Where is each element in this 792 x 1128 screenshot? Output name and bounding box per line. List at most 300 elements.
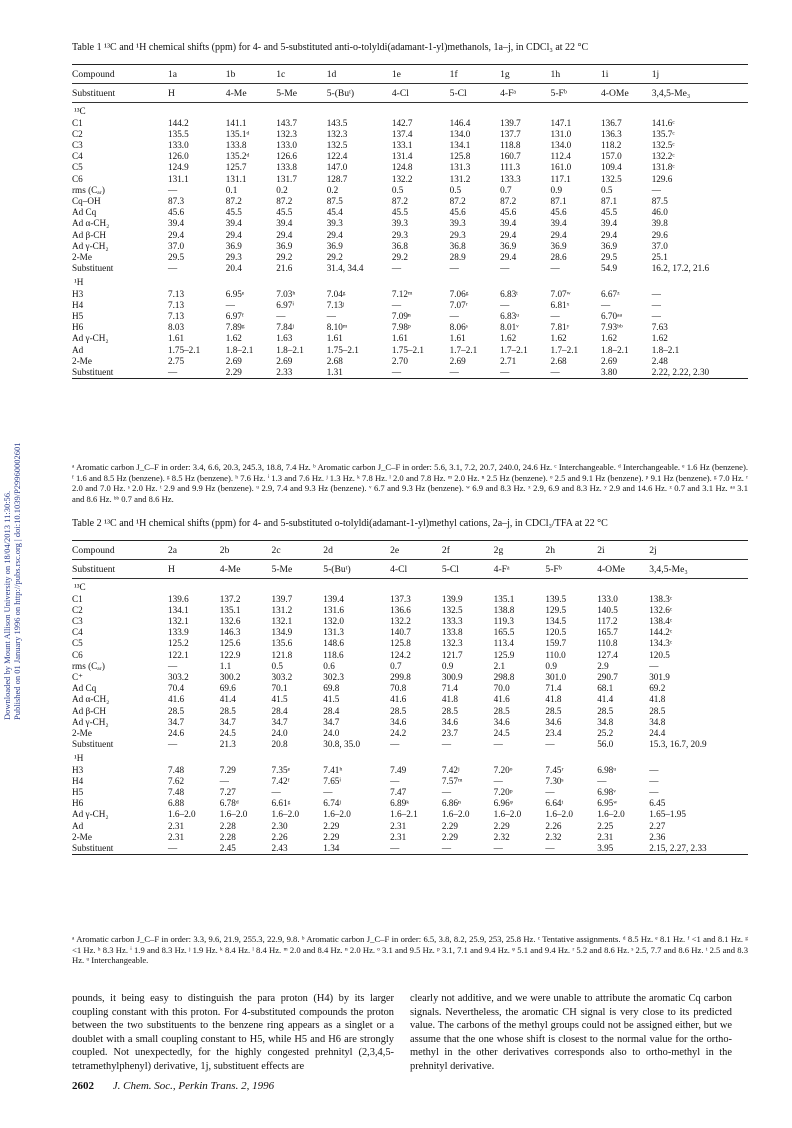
table-cell: 142.7 bbox=[391, 117, 413, 128]
table-cell: 37.0 bbox=[168, 240, 185, 251]
table-cell: 125.2 bbox=[168, 638, 189, 649]
table-cell: 136.3 bbox=[601, 128, 622, 139]
table-cell: 129.5 bbox=[545, 604, 567, 615]
table-cell: 1.62 bbox=[500, 333, 517, 344]
table-cell: 0.5 bbox=[601, 184, 613, 195]
table-cell: 125.7 bbox=[225, 162, 247, 173]
proton-section-label bbox=[72, 274, 748, 288]
row-label: Compound bbox=[72, 541, 166, 560]
table-cell: 41.6 bbox=[390, 694, 407, 705]
table-cell: 120.5 bbox=[545, 627, 567, 638]
table-cell: — bbox=[649, 660, 659, 671]
table-cell: 134.0 bbox=[449, 128, 471, 139]
row-label: rms (Cₐᵣ) bbox=[72, 184, 105, 195]
table-cell: 137.3 bbox=[390, 593, 411, 604]
substituent-row bbox=[72, 560, 748, 579]
table-cell: 110.8 bbox=[597, 638, 618, 649]
row-label: H5 bbox=[72, 311, 84, 322]
table-row bbox=[72, 638, 748, 649]
table-cell: 2.1 bbox=[493, 660, 506, 671]
row-label: Substituent bbox=[72, 843, 166, 855]
table-cell: 1j bbox=[650, 65, 748, 84]
table1 bbox=[72, 64, 748, 379]
table-cell: 133.8 bbox=[276, 162, 297, 173]
table-cell: 0.5 bbox=[391, 184, 404, 195]
table-cell: — bbox=[550, 263, 560, 274]
table-cell: — bbox=[449, 311, 459, 322]
table-cell: 1.62 bbox=[225, 333, 242, 344]
table-cell: 136.6 bbox=[390, 604, 411, 615]
table-cell: 4-Cl bbox=[388, 560, 440, 579]
table-cell: 39.4 bbox=[550, 218, 567, 229]
section-label: ¹³C bbox=[74, 106, 86, 117]
table-row bbox=[72, 627, 748, 638]
table-cell: 34.7 bbox=[323, 716, 340, 727]
table-cell: — bbox=[390, 367, 448, 379]
table-cell: 45.4 bbox=[326, 207, 343, 218]
table-cell: 4-Fᵃ bbox=[492, 560, 544, 579]
table-cell: 2.22, 2.22, 2.30 bbox=[650, 367, 748, 379]
table-cell: — bbox=[390, 775, 400, 786]
table-cell: 7.42ʲ bbox=[441, 764, 460, 775]
table-cell: 56.0 bbox=[597, 739, 614, 750]
table-cell: 2.31 bbox=[390, 831, 407, 842]
table-cell: 140.7 bbox=[390, 627, 411, 638]
table-cell: 45.5 bbox=[276, 207, 293, 218]
table-cell: 24.5 bbox=[493, 728, 510, 739]
table-cell: 41.8 bbox=[545, 694, 562, 705]
table-cell: 7.98ᵖ bbox=[391, 322, 411, 333]
table-cell: 135.5 bbox=[168, 128, 189, 139]
body-right-column: clearly not additive, and we were unable to attribute the aromatic Cq carbon signals. Nevertheless, the aromatic CH signal is very close to its predicted value. The carbons of the methyl groups could not be assigned either, but we assume that the one whose shift is closest to the normal value for the ortho-methyl in the other derivatives corresponds also to ortho-methyl in the prehnityl derivative. bbox=[410, 993, 732, 1072]
table-cell: 2.9 bbox=[597, 660, 609, 671]
table-row bbox=[72, 196, 748, 207]
table-cell: — bbox=[440, 843, 492, 855]
table-cell: 29.4 bbox=[326, 229, 343, 240]
table-cell: 2.15, 2.27, 2.33 bbox=[647, 843, 748, 855]
row-label: Substituent bbox=[72, 84, 166, 103]
table-cell: 133.1 bbox=[391, 140, 413, 151]
table-row bbox=[72, 289, 748, 300]
table-cell: 1.75–2.1 bbox=[391, 344, 424, 355]
table-cell: 2.43 bbox=[270, 843, 322, 855]
table-cell: 5-Cl bbox=[440, 560, 492, 579]
table-cell: 41.5 bbox=[323, 694, 340, 705]
table-cell: 2.26 bbox=[271, 831, 288, 842]
table-cell: 2a bbox=[166, 541, 218, 560]
table-cell: — bbox=[550, 311, 560, 322]
table-row bbox=[72, 787, 748, 798]
table-cell: 112.4 bbox=[550, 151, 571, 162]
table-cell: 7.20ᵒ bbox=[493, 764, 513, 775]
table-cell: 0.6 bbox=[323, 660, 335, 671]
table-cell: 1.8–2.1 bbox=[601, 344, 629, 355]
table-cell: 135.1 bbox=[219, 604, 241, 615]
table-cell: 140.5 bbox=[597, 604, 618, 615]
table-cell: 135.2ᵈ bbox=[225, 151, 250, 162]
table-cell: 160.7 bbox=[500, 151, 521, 162]
table-cell: 7.30ˢ bbox=[545, 775, 564, 786]
table-cell: 21.6 bbox=[276, 263, 293, 274]
table-cell: — bbox=[649, 764, 659, 775]
row-label: C1 bbox=[72, 117, 83, 128]
table-cell: 0.5 bbox=[271, 660, 284, 671]
table-cell: 139.7 bbox=[271, 593, 293, 604]
table-cell: 7.62 bbox=[168, 775, 185, 786]
table-cell: 132.6 bbox=[219, 616, 241, 627]
table-cell: 28.9 bbox=[449, 252, 466, 263]
table-cell: 159.7 bbox=[545, 638, 567, 649]
table-cell: 1.8–2.1 bbox=[651, 344, 680, 355]
table-cell: 34.7 bbox=[168, 716, 185, 727]
table-cell: 143.5 bbox=[326, 117, 348, 128]
table-cell: 36.9 bbox=[550, 240, 567, 251]
table-cell: 134.1 bbox=[449, 140, 471, 151]
table-cell: 147.0 bbox=[326, 162, 348, 173]
table-cell: 134.3ᶜ bbox=[649, 638, 673, 649]
table-cell: 7.47 bbox=[390, 787, 407, 798]
table-cell: 134.5 bbox=[545, 616, 567, 627]
table-cell: 1.8–2.1 bbox=[225, 344, 254, 355]
table-row bbox=[72, 118, 748, 129]
table-cell: — bbox=[168, 739, 178, 750]
table-cell: 1.6–2.0 bbox=[323, 809, 351, 820]
table-cell: 1.6–2.0 bbox=[168, 809, 196, 820]
table-cell: 131.0 bbox=[550, 128, 572, 139]
table-cell: 129.6 bbox=[651, 173, 673, 184]
table-cell: 118.2 bbox=[601, 140, 622, 151]
table-cell: 0.9 bbox=[545, 660, 557, 671]
table-cell: — bbox=[390, 739, 400, 750]
carbon-section-label bbox=[72, 103, 748, 118]
table-cell: 2f bbox=[440, 541, 492, 560]
table-row bbox=[72, 843, 748, 855]
table-cell: 111.3 bbox=[500, 162, 521, 173]
table-cell: 29.3 bbox=[449, 229, 466, 240]
row-label: Compound bbox=[72, 65, 166, 84]
table-cell: 41.5 bbox=[271, 694, 288, 705]
table-cell: 36.9 bbox=[276, 240, 293, 251]
table-cell: 132.5ᶜ bbox=[651, 140, 675, 151]
table-row bbox=[72, 821, 748, 832]
row-label: 2-Me bbox=[72, 831, 92, 842]
table-cell: 6.61ᵍ bbox=[271, 798, 291, 809]
table-cell: 1.31 bbox=[325, 367, 390, 379]
table-cell: 2h bbox=[543, 541, 595, 560]
table-cell: 113.4 bbox=[493, 638, 514, 649]
table-cell: 28.5 bbox=[493, 705, 510, 716]
table-cell: — bbox=[500, 299, 510, 310]
table-cell: 6.64ᵗ bbox=[545, 798, 564, 809]
table-cell: 39.3 bbox=[449, 218, 466, 229]
row-label: C1 bbox=[72, 593, 83, 604]
table-cell: 117.1 bbox=[550, 173, 571, 184]
table-cell: 34.6 bbox=[441, 716, 458, 727]
section-label: ¹H bbox=[74, 277, 84, 288]
table-cell: 7.35ᵉ bbox=[271, 764, 290, 775]
table-cell: 122.4 bbox=[326, 151, 348, 162]
page-number: 2602 bbox=[72, 1080, 94, 1092]
table-cell: — bbox=[166, 367, 224, 379]
table-cell: 1.62 bbox=[601, 333, 618, 344]
table-cell: 6.86ⁿ bbox=[441, 798, 461, 809]
table-cell: 6.45 bbox=[649, 798, 666, 809]
row-label: Substituent bbox=[72, 560, 166, 579]
table-cell: 7.09ⁿ bbox=[391, 311, 411, 322]
table-cell: 41.6 bbox=[168, 694, 185, 705]
table-cell: 7.42ᶠ bbox=[271, 775, 290, 786]
table-cell: 1a bbox=[166, 65, 224, 84]
table-cell: 7.13 bbox=[168, 288, 185, 299]
table-cell: 1.6–2.0 bbox=[545, 809, 573, 820]
table-cell: 87.1 bbox=[550, 196, 567, 207]
table-cell: 34.6 bbox=[390, 716, 407, 727]
table-cell: 20.4 bbox=[225, 263, 242, 274]
table-cell: 4-Me bbox=[224, 84, 274, 103]
table-cell: — bbox=[492, 843, 544, 855]
table-cell: 138.4ᶜ bbox=[649, 616, 673, 627]
table-cell: 4-Cl bbox=[390, 84, 448, 103]
row-label: H3 bbox=[72, 288, 84, 299]
table-cell: — bbox=[651, 299, 661, 310]
table-cell: 87.5 bbox=[651, 196, 668, 207]
table-cell: 124.9 bbox=[168, 162, 189, 173]
table-cell: 0.9 bbox=[441, 660, 454, 671]
carbon-section-label bbox=[72, 579, 748, 594]
table-cell: H bbox=[166, 84, 224, 103]
table-cell: 132.5 bbox=[441, 604, 463, 615]
table-cell: — bbox=[549, 367, 599, 379]
table-cell: 132.0 bbox=[323, 616, 344, 627]
table-cell: 45.5 bbox=[225, 207, 242, 218]
table-cell: 7.06ᵍ bbox=[449, 288, 469, 299]
table-cell: 6.89ᵏ bbox=[390, 798, 410, 809]
table-cell: 2.29 bbox=[224, 367, 274, 379]
table-cell: 2.30 bbox=[271, 820, 288, 831]
table-cell: 7.48 bbox=[168, 764, 185, 775]
table-cell: 139.6 bbox=[168, 593, 189, 604]
table-cell: 7.13 bbox=[168, 311, 185, 322]
table-row bbox=[72, 706, 748, 717]
table-cell: 2.36 bbox=[649, 831, 666, 842]
table-cell: 8.06ˢ bbox=[449, 322, 468, 333]
table-cell: 137.2 bbox=[219, 593, 241, 604]
table-cell: 1.75–2.1 bbox=[326, 344, 359, 355]
table-cell: 7.07ʷ bbox=[550, 288, 571, 299]
row-label: Ad Cq bbox=[72, 683, 97, 694]
table-cell: 4-OMe bbox=[595, 560, 647, 579]
table-cell: 131.1 bbox=[225, 173, 247, 184]
table-cell: 131.3 bbox=[449, 162, 471, 173]
table-cell: 139.4 bbox=[323, 593, 344, 604]
table1-caption: Table 1 ¹³C and ¹H chemical shifts (ppm) for 4- and 5-substituted anti-o-tolyldi(adamant-1-yl)methanols, 1a–j, in CDCl₃ at 22 °C bbox=[72, 42, 589, 53]
table-cell: — bbox=[597, 775, 607, 786]
table-cell: 138.3ᶜ bbox=[649, 593, 673, 604]
table-cell: 2.33 bbox=[274, 367, 324, 379]
table-cell: 2.45 bbox=[218, 843, 270, 855]
table-cell: 2d bbox=[321, 541, 388, 560]
table-cell: 29.5 bbox=[601, 252, 618, 263]
table-cell: 2.31 bbox=[168, 831, 185, 842]
table-cell: 2.29 bbox=[441, 820, 458, 831]
table-cell: 39.4 bbox=[225, 218, 242, 229]
table-cell: 36.9 bbox=[601, 240, 618, 251]
table-row bbox=[72, 241, 748, 252]
table-row bbox=[72, 683, 748, 694]
row-label: C3 bbox=[72, 140, 83, 151]
table-cell: 31.4, 34.4 bbox=[326, 263, 364, 274]
table-cell: — bbox=[168, 184, 178, 195]
table-row bbox=[72, 809, 748, 820]
table-cell: — bbox=[441, 787, 452, 798]
table-cell: 36.8 bbox=[449, 240, 466, 251]
table-cell: 6.97ᶠ bbox=[225, 311, 244, 322]
table-cell: 29.4 bbox=[276, 229, 293, 240]
table-cell: 303.2 bbox=[168, 672, 189, 683]
table-cell: 127.4 bbox=[597, 649, 618, 660]
table-cell: 300.9 bbox=[441, 672, 463, 683]
table-cell: 15.3, 16.7, 20.9 bbox=[649, 739, 707, 750]
table-cell: 7.65ⁱ bbox=[323, 775, 342, 786]
table-cell: 28.5 bbox=[597, 705, 614, 716]
table-cell: 3.95 bbox=[595, 843, 647, 855]
table-cell: 7.48 bbox=[168, 787, 185, 798]
row-label: C2 bbox=[72, 604, 83, 615]
row-label: Ad β-CH bbox=[72, 705, 107, 716]
table-cell: — bbox=[649, 775, 659, 786]
table-cell: 29.5 bbox=[168, 252, 185, 263]
table-cell: — bbox=[326, 311, 336, 322]
table-cell: 128.7 bbox=[326, 173, 348, 184]
table-cell: 41.8 bbox=[649, 694, 666, 705]
table-cell: 45.5 bbox=[391, 207, 408, 218]
table-cell: 24.4 bbox=[649, 728, 666, 739]
table-cell: 1g bbox=[498, 65, 548, 84]
table-cell: 133.3 bbox=[500, 173, 521, 184]
table-cell: 45.6 bbox=[500, 207, 517, 218]
table-cell: — bbox=[276, 311, 286, 322]
row-label: H5 bbox=[72, 787, 84, 798]
table-cell: 70.8 bbox=[390, 683, 407, 694]
table-cell: 25.1 bbox=[651, 252, 668, 263]
table-row bbox=[72, 174, 748, 185]
table-cell: 131.7 bbox=[276, 173, 297, 184]
table-cell: 21.3 bbox=[219, 739, 236, 750]
table-cell: 6.83ᵗ bbox=[500, 288, 518, 299]
table-cell: 87.2 bbox=[391, 196, 408, 207]
table-cell: 126.0 bbox=[168, 151, 189, 162]
table-cell: 1.61 bbox=[449, 333, 466, 344]
table-row bbox=[72, 356, 748, 367]
table-cell: 36.9 bbox=[326, 240, 343, 251]
table-cell: 2.75 bbox=[168, 355, 185, 366]
table-cell: 8.03 bbox=[168, 322, 185, 333]
row-label: C4 bbox=[72, 151, 83, 162]
table-row bbox=[72, 162, 748, 173]
table-cell: 2.28 bbox=[219, 831, 236, 842]
table-cell: 24.0 bbox=[323, 728, 340, 739]
row-label: Ad γ-CH₂ bbox=[72, 333, 109, 344]
table-cell: — bbox=[651, 184, 661, 195]
table-cell: 87.2 bbox=[500, 196, 517, 207]
table-cell: 1.7–2.1 bbox=[550, 344, 579, 355]
table-cell: 39.8 bbox=[651, 218, 668, 229]
table-cell: 134.9 bbox=[271, 627, 293, 638]
table-row bbox=[72, 765, 748, 776]
table-row bbox=[72, 218, 748, 229]
journal-name: J. Chem. Soc., Perkin Trans. 2, 1996 bbox=[112, 1080, 275, 1092]
table-cell: 303.2 bbox=[271, 672, 293, 683]
section-label: ¹³C bbox=[74, 582, 86, 593]
table-cell: 132.3 bbox=[276, 128, 297, 139]
table-cell: 117.2 bbox=[597, 616, 618, 627]
table-cell: 110.0 bbox=[545, 649, 566, 660]
table-row bbox=[72, 151, 748, 162]
table-cell: 133.8 bbox=[225, 140, 247, 151]
table-cell: 39.4 bbox=[276, 218, 293, 229]
table-cell: 0.2 bbox=[276, 184, 288, 195]
table-cell: 2.31 bbox=[390, 820, 407, 831]
row-label: 2-Me bbox=[72, 355, 92, 366]
table-cell: 135.1ᵈ bbox=[225, 128, 250, 139]
table-cell: 1.6–2.0 bbox=[441, 809, 470, 820]
table-cell: 301.9 bbox=[649, 672, 670, 683]
table-cell: 135.7ᶜ bbox=[651, 128, 675, 139]
table-cell: 298.8 bbox=[493, 672, 515, 683]
table-cell: 29.4 bbox=[225, 229, 242, 240]
table-cell: 6.83ᵘ bbox=[500, 311, 520, 322]
table1-footnote: ᵃ Aromatic carbon J_C–F in order: 3.4, 6.6, 20.3, 245.3, 18.8, 7.4 Hz. ᵇ Aromatic carbon J_C–F in order: 5.6, 3.1, 7.2, 20.7, 240.0, 24.6 Hz. ᶜ Interchangeable. ᵈ Interchangeable. ᵉ 1.6 Hz (benzene). ᶠ 1.6 and 8.5 Hz (benzene). ᵍ 8.5 Hz (benzene). ʰ 7.6 Hz. ⁱ 1.3 and 7.6 Hz. ʲ 1.3 Hz. ᵏ 7.8 Hz. ˡ 2.0 and 7.8 Hz. ᵐ 2.0 Hz. ⁿ 2.5 Hz (benzene). ᵒ 2.5 and 9.1 Hz (benzene). ᵖ 9.1 Hz (benzene). ᵍ 7.0 Hz. ʳ 2.0 and 7.0 Hz. ˢ 2.0 Hz. ᵗ 2.9 and 9.9 Hz (benzene). ᵘ 2.9, 7.4 and 9.3 Hz (benzene). ᵛ 6.7 and 9.3 Hz (benzene). ʷ 6.9 and 8.3 Hz. ˣ 2.9, 6.9 and 8.3 Hz. ʸ 2.9 and 14.6 Hz. ᶻ 0.7 and 3.1 Hz. ᵃᵃ 3.1 and 8.6 Hz. ᵇᵇ 0.7 and 8.6 Hz. bbox=[72, 462, 748, 504]
table-cell: 5-Cl bbox=[448, 84, 498, 103]
table-cell: 132.1 bbox=[168, 616, 189, 627]
table-cell: — bbox=[500, 263, 510, 274]
table-cell: 29.2 bbox=[276, 252, 293, 263]
table-cell: 7.63 bbox=[651, 322, 668, 333]
table-cell: 36.8 bbox=[391, 240, 408, 251]
table-cell: 5-Me bbox=[274, 84, 324, 103]
table-cell: 7.12ᵐ bbox=[391, 288, 413, 299]
table-cell: 1i bbox=[599, 65, 650, 84]
table-cell: 125.8 bbox=[449, 151, 471, 162]
table-cell: 45.6 bbox=[168, 207, 185, 218]
table-cell: 20.8 bbox=[271, 739, 288, 750]
table-cell: 136.7 bbox=[601, 117, 622, 128]
table-cell: 1.63 bbox=[276, 333, 293, 344]
row-label: H4 bbox=[72, 775, 84, 786]
table-cell: 45.6 bbox=[550, 207, 567, 218]
table-cell: 3,4,5-Me₃ bbox=[647, 560, 748, 579]
table-row bbox=[72, 776, 748, 787]
table-cell: 0.2 bbox=[326, 184, 339, 195]
table-cell: 29.4 bbox=[601, 229, 618, 240]
table-cell: 7.41ʰ bbox=[323, 764, 343, 775]
publication-notice: Published on 01 January 1996 on http://pubs.rsc.org | doi:10.1039/P29960002601 bbox=[12, 442, 22, 720]
row-label: H6 bbox=[72, 798, 84, 809]
row-label: Cq–OH bbox=[72, 196, 101, 207]
table-cell: 6.81ˣ bbox=[550, 299, 570, 310]
row-label: Substituent bbox=[72, 263, 114, 274]
table-cell: 2.31 bbox=[597, 831, 614, 842]
table-cell: 131.2 bbox=[271, 604, 293, 615]
table-cell: 131.4 bbox=[391, 151, 413, 162]
table-cell: 45.5 bbox=[601, 207, 618, 218]
table-cell: 41.4 bbox=[219, 694, 236, 705]
table-cell: 141.1 bbox=[225, 117, 247, 128]
row-label: Substituent bbox=[72, 739, 114, 750]
table-cell: 29.6 bbox=[651, 229, 668, 240]
table-cell: 141.6ᶜ bbox=[651, 117, 675, 128]
table-cell: 0.5 bbox=[449, 184, 462, 195]
